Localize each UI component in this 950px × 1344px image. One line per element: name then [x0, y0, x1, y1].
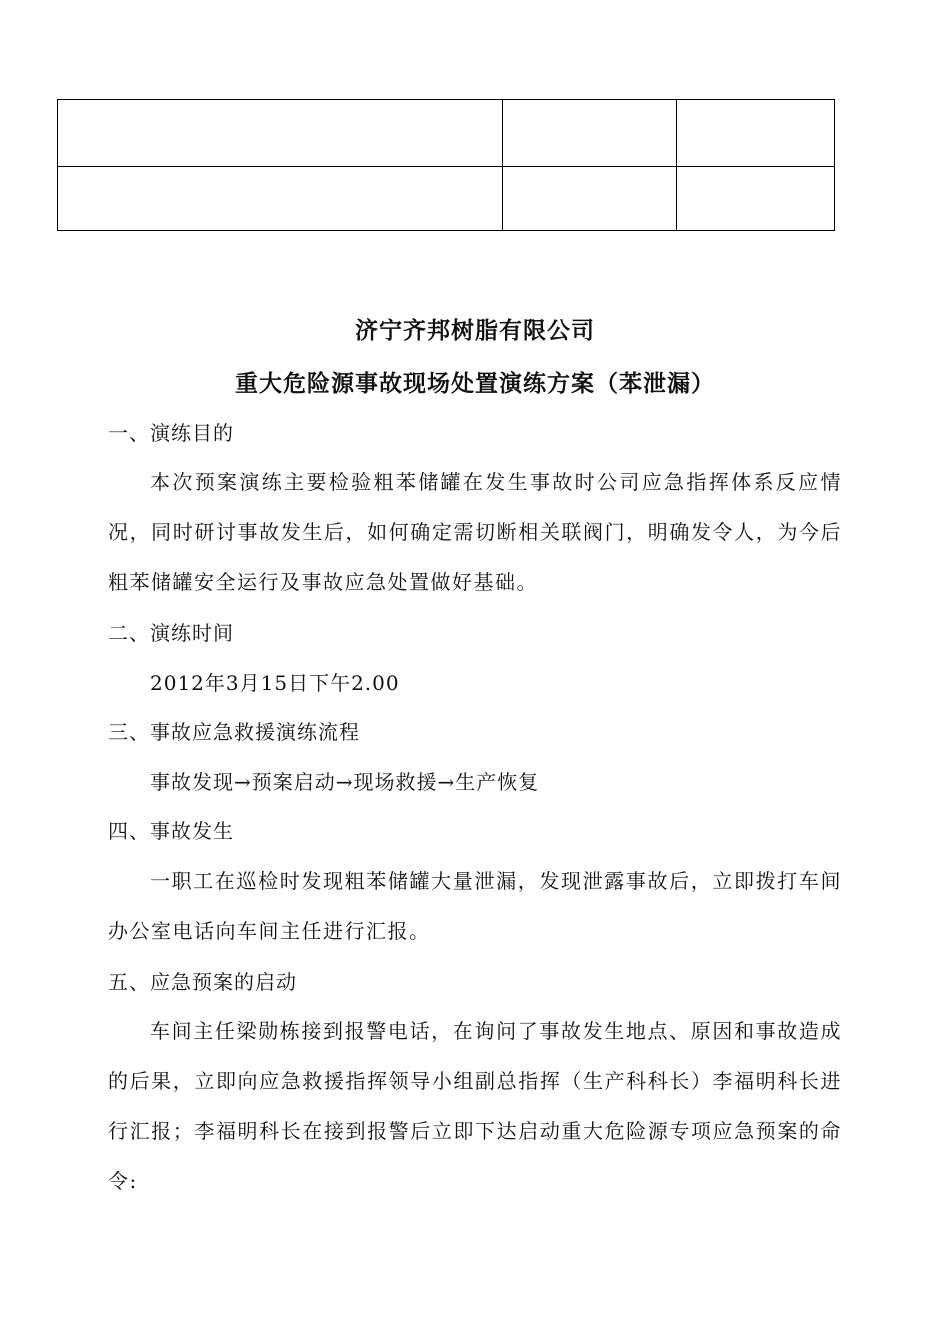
section-body-incident: 一职工在巡检时发现粗苯储罐大量泄漏，发现泄露事故后，立即拨打车间办公室电话向车间主任进行汇报。 [108, 869, 842, 943]
table-row [58, 100, 835, 167]
section-heading-activation: 五、应急预案的启动 [108, 970, 297, 994]
section-body-activation: 车间主任梁勋栋接到报警电话，在询问了事故发生地点、原因和事故造成的后果，立即向应急救援指挥领导小组副总指挥（生产科科长）李福明科长进行汇报；李福明科长在接到报警后立即下达启动重大危险源专项应急预案的命令: [108, 1019, 842, 1193]
section-heading-flow: 三、事故应急救援演练流程 [108, 720, 360, 744]
company-title: 济宁齐邦树脂有限公司 [355, 318, 595, 344]
plan-title: 重大危险源事故现场处置演练方案（苯泄漏） [235, 371, 715, 397]
section-body-purpose: 本次预案演练主要检验粗苯储罐在发生事故时公司应急指挥体系反应情况，同时研讨事故发生后，如何确定需切断相关联阀门，明确发令人，为今后粗苯储罐安全运行及事故应急处置做好基础。 [108, 470, 842, 594]
section-heading-time: 二、演练时间 [108, 621, 234, 645]
section-heading-incident: 四、事故发生 [108, 819, 234, 843]
table-cell [58, 167, 503, 231]
section-body-flow: 事故发现→预案启动→现场救援→生产恢复 [150, 770, 540, 794]
table-row [58, 167, 835, 231]
section-body-time: 2012年3月15日下午2.00 [150, 671, 400, 695]
table-cell [677, 167, 835, 231]
table-cell [677, 100, 835, 167]
header-table [57, 99, 835, 231]
table-cell [503, 100, 677, 167]
table-cell [58, 100, 503, 167]
section-heading-purpose: 一、演练目的 [108, 421, 234, 445]
table-cell [503, 167, 677, 231]
